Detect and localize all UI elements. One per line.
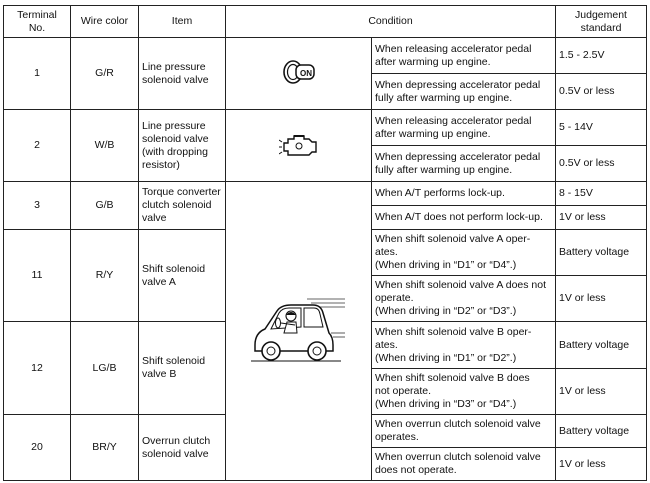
table-row: [4, 38, 647, 74]
header-condition: Condition: [226, 6, 556, 38]
item-name: Line pressure solenoid valve (with dropping resistor): [139, 110, 226, 182]
table-row: [4, 110, 647, 146]
item-name: Overrun clutch solenoid valve: [139, 415, 226, 481]
header-judgement-standard: Judgement standard: [556, 6, 647, 38]
ignition-key-on-icon: [281, 58, 317, 90]
judgement-value: 8 - 15V: [556, 182, 647, 206]
header-item: Item: [139, 6, 226, 38]
judgement-value: Battery voltage: [556, 322, 647, 369]
condition-text: When shift solenoid valve A does not operate. (When driving in “D2” or “D3”.): [372, 276, 556, 322]
terminal-number: 1: [4, 38, 71, 110]
judgement-value: 0.5V or less: [556, 146, 647, 182]
header-terminal-no: Terminal No.: [4, 6, 71, 38]
engine-icon-cell: [226, 110, 372, 182]
judgement-value: 1V or less: [556, 369, 647, 415]
engine-running-icon: [279, 129, 319, 163]
terminal-number: 12: [4, 322, 71, 415]
judgement-value: 1V or less: [556, 276, 647, 322]
item-name: Line pressure solenoid valve: [139, 38, 226, 110]
terminal-number: 3: [4, 182, 71, 230]
wire-color: BR/Y: [71, 415, 139, 481]
judgement-value: 5 - 14V: [556, 110, 647, 146]
header-row: [4, 6, 647, 38]
svg-text:ON: ON: [299, 68, 312, 78]
table-row: [4, 182, 647, 206]
condition-text: When overrun clutch solenoid valve does not operate.: [372, 448, 556, 481]
terminal-specification-table-wrapper: [3, 5, 647, 481]
terminal-number: 2: [4, 110, 71, 182]
judgement-value: 1V or less: [556, 448, 647, 481]
condition-text: When shift solenoid valve A oper- ates. (When driving in “D1” or “D4”.): [372, 230, 556, 276]
wire-color: G/B: [71, 182, 139, 230]
condition-text: When releasing accelerator pedal after warming up engine.: [372, 38, 556, 74]
wire-color: G/R: [71, 38, 139, 110]
judgement-value: 0.5V or less: [556, 74, 647, 110]
wire-color: R/Y: [71, 230, 139, 322]
wire-color: W/B: [71, 110, 139, 182]
condition-text: When shift solenoid valve B oper- ates. (When driving in “D1” or “D2”.): [372, 322, 556, 369]
terminal-specification-table: [3, 5, 647, 481]
judgement-value: 1V or less: [556, 206, 647, 230]
item-name: Shift solenoid valve A: [139, 230, 226, 322]
condition-text: When releasing accelerator pedal after warming up engine.: [372, 110, 556, 146]
terminal-number: 11: [4, 230, 71, 322]
condition-text: When depressing accelerator pedal fully after warming up engine.: [372, 74, 556, 110]
driving-icon-cell: [226, 182, 372, 481]
item-name: Torque converter clutch solenoid valve: [139, 182, 226, 230]
judgement-value: Battery voltage: [556, 230, 647, 276]
condition-text: When overrun clutch solenoid valve operates.: [372, 415, 556, 448]
ignition-icon-cell: [226, 38, 372, 110]
condition-text: When A/T performs lock-up.: [372, 182, 556, 206]
wire-color: LG/B: [71, 322, 139, 415]
condition-text: When shift solenoid valve B does not operate. (When driving in “D3” or “D4”.): [372, 369, 556, 415]
condition-text: When depressing accelerator pedal fully after warming up engine.: [372, 146, 556, 182]
judgement-value: Battery voltage: [556, 415, 647, 448]
condition-text: When A/T does not perform lock-up.: [372, 206, 556, 230]
judgement-value: 1.5 - 2.5V: [556, 38, 647, 74]
item-name: Shift solenoid valve B: [139, 322, 226, 415]
terminal-number: 20: [4, 415, 71, 481]
car-driving-icon: [251, 293, 347, 369]
header-wire-color: Wire color: [71, 6, 139, 38]
